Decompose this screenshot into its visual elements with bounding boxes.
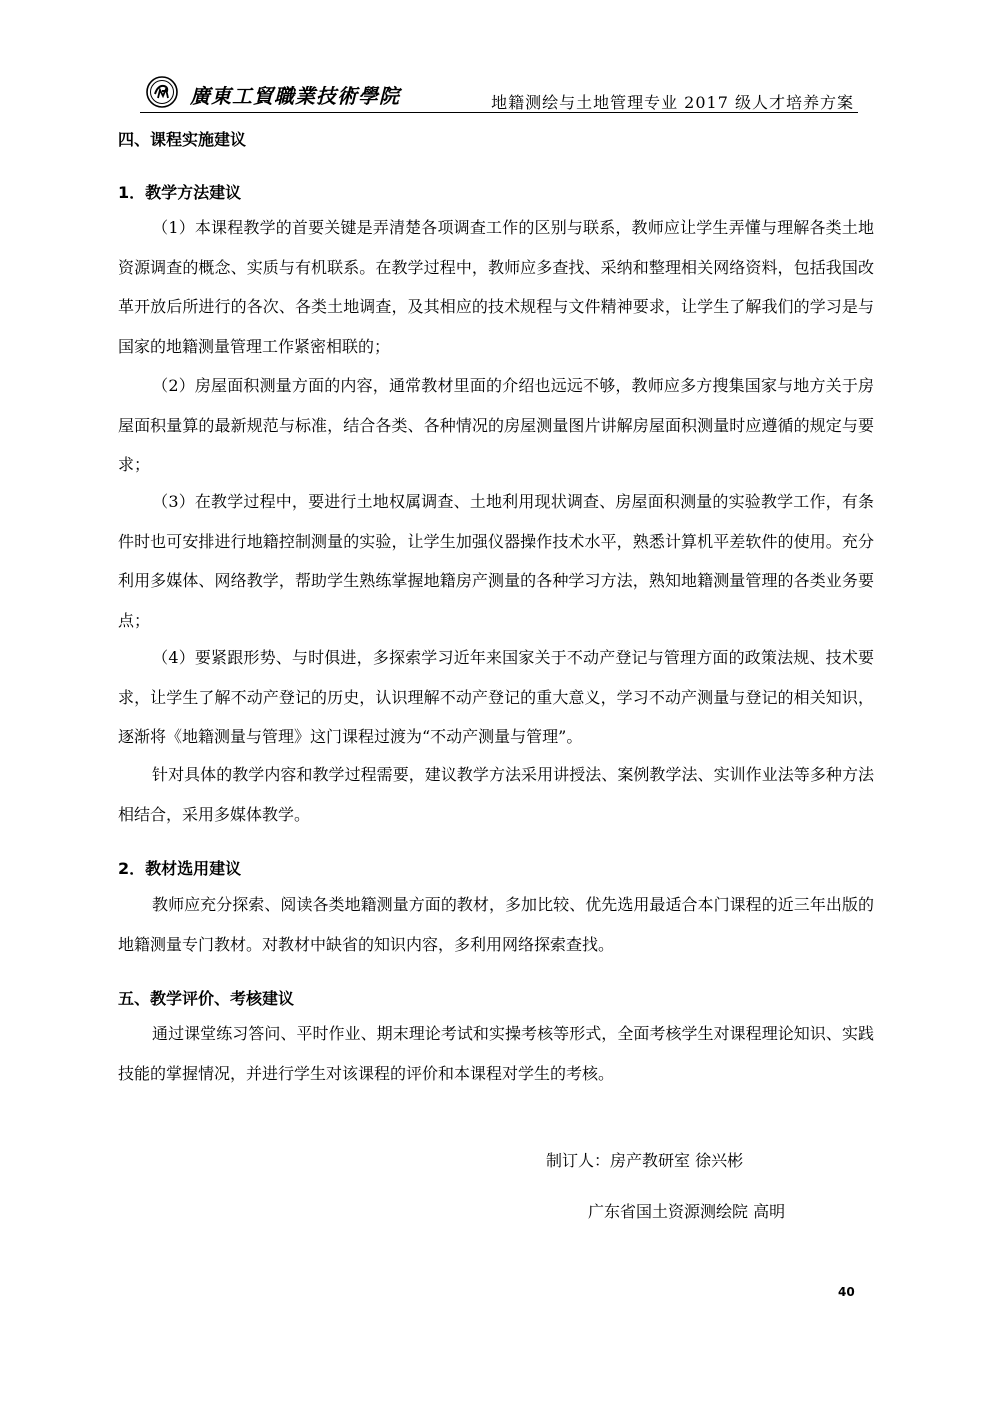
paragraph-6-text: 教师应充分探索、阅读各类地籍测量方面的教材，多加比较、优先选用最适合本门课程的近三年出版的地籍测量专门教材。对教材中缺省的知识内容，多利用网络探索查找。 [118, 895, 874, 954]
paragraph-2-text: （2）房屋面积测量方面的内容，通常教材里面的介绍也远远不够，教师应多方搜集国家与地方关于房屋面积量算的最新规范与标准，结合各类、各种情况的房屋测量图片讲解房屋面积测量时应遵循的规定与要求； [118, 376, 874, 474]
signature-institute: 广东省国土资源测绘院 高明 [588, 1202, 786, 1221]
school-logo-icon [146, 76, 178, 108]
page-header [140, 72, 858, 113]
plan-title: 地籍测绘与土地管理专业 2017 级人才培养方案 [491, 93, 854, 112]
paragraph-1 [118, 208, 874, 366]
section-5-heading: 五、教学评价、考核建议 [118, 989, 295, 1008]
paragraph-5 [118, 755, 874, 834]
paragraph-3 [118, 482, 874, 640]
paragraph-1-text: （1）本课程教学的首要关键是弄清楚各项调查工作的区别与联系，教师应让学生弄懂与理解各类土地资源调查的概念、实质与有机联系。在教学过程中，教师应多查找、采纳和整理相关网络资料，包括我国改革开放后所进行的各次、各类土地调查，及其相应的技术规程与文件精神要求，让学生了解我们的学习是与国家的地籍测量管理工作紧密相联的； [118, 218, 874, 356]
subsection-4-2-heading: 2．教材选用建议 [118, 859, 242, 878]
paragraph-4 [118, 638, 874, 757]
signature-drafter: 制订人：房产教研室 徐兴彬 [546, 1151, 744, 1170]
school-name: 廣東工貿職業技術學院 [190, 84, 400, 108]
paragraph-4-text: （4）要紧跟形势、与时俱进，多探索学习近年来国家关于不动产登记与管理方面的政策法规、技术要求，让学生了解不动产登记的历史，认识理解不动产登记的重大意义，学习不动产测量与登记的相关知识，逐渐将《地籍测量与管理》这门课程过渡为“不动产测量与管理”。 [118, 648, 874, 746]
paragraph-7 [118, 1014, 874, 1093]
paragraph-5-text: 针对具体的教学内容和教学过程需要，建议教学方法采用讲授法、案例教学法、实训作业法等多种方法相结合，采用多媒体教学。 [118, 765, 874, 824]
paragraph-2 [118, 366, 874, 485]
paragraph-6 [118, 885, 874, 964]
paragraph-7-text: 通过课堂练习答问、平时作业、期末理论考试和实操考核等形式，全面考核学生对课程理论知识、实践技能的掌握情况，并进行学生对该课程的评价和本课程对学生的考核。 [118, 1024, 874, 1083]
section-4-heading: 四、课程实施建议 [118, 130, 247, 149]
subsection-4-1-heading: 1．教学方法建议 [118, 183, 242, 202]
paragraph-3-text: （3）在教学过程中，要进行土地权属调查、土地利用现状调查、房屋面积测量的实验教学工作，有条件时也可安排进行地籍控制测量的实验，让学生加强仪器操作技术水平，熟悉计算机平差软件的使用。充分利用多媒体、网络教学，帮助学生熟练掌握地籍房产测量的各种学习方法，熟知地籍测量管理的各类业务要点； [118, 492, 874, 630]
page-number: 40 [838, 1285, 855, 1299]
